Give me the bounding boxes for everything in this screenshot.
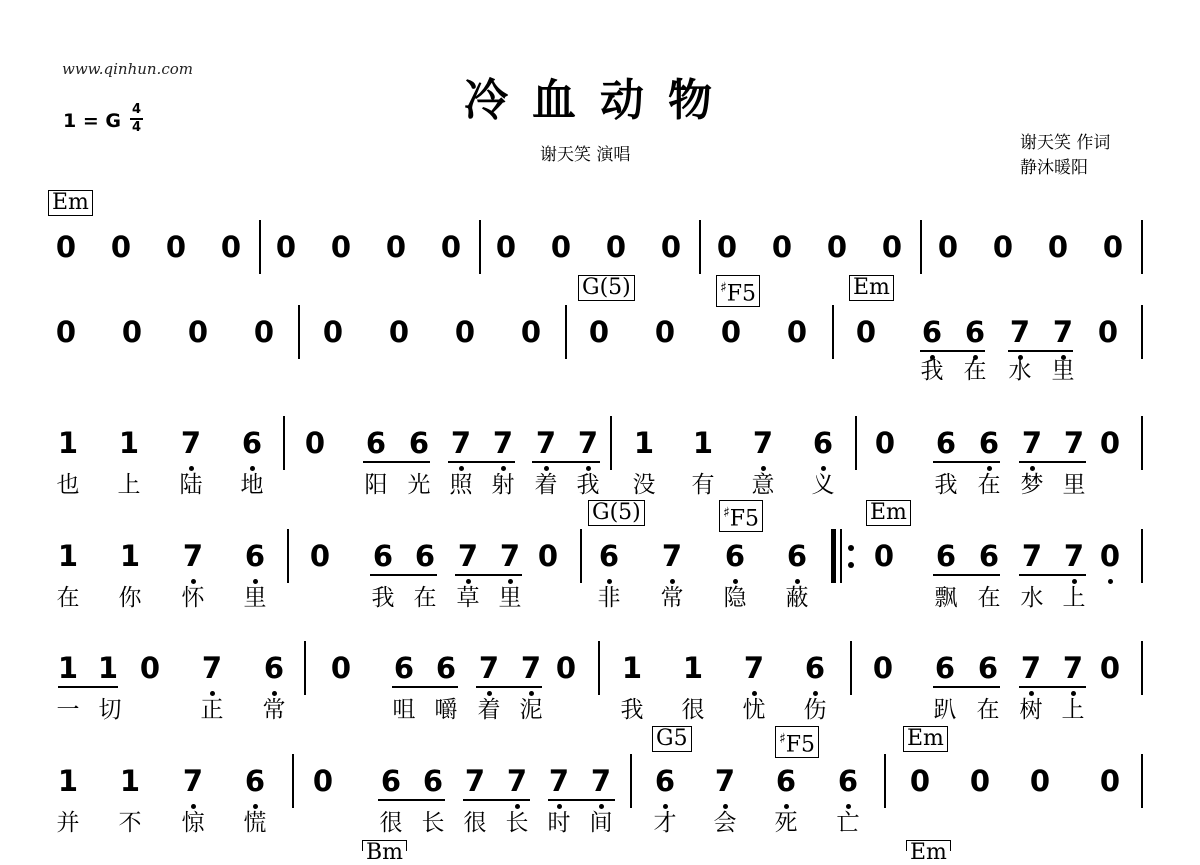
lower-octave-dot — [544, 466, 549, 471]
note-row4-19: 0 — [1099, 539, 1121, 573]
note-row3-14: 6 — [812, 426, 834, 460]
lyric-row3-2: 陆 — [179, 472, 203, 498]
note-row3-20: 0 — [1099, 426, 1121, 460]
note-row6-0: 1 — [57, 764, 79, 798]
eighth-note-beam — [532, 461, 600, 463]
lower-octave-dot — [607, 579, 612, 584]
lower-octave-dot — [821, 466, 826, 471]
note-row2-15: 7 — [1009, 315, 1031, 349]
lyric-row2-2: 水 — [1008, 358, 1032, 384]
eighth-note-beam — [378, 799, 445, 801]
eighth-note-beam — [363, 461, 430, 463]
note-row6-7: 7 — [464, 764, 486, 798]
barline — [298, 305, 300, 359]
note-row1-5: 0 — [330, 230, 352, 264]
lyric-row5-13: 在 — [976, 697, 1000, 723]
note-row2-8: 0 — [588, 315, 610, 349]
lyric-row4-2: 怀 — [181, 585, 205, 611]
note-row5-2: 0 — [139, 651, 161, 685]
note-row4-3: 6 — [244, 539, 266, 573]
barline — [292, 754, 294, 808]
lyric-row3-17: 里 — [1062, 472, 1086, 498]
lyric-row3-11: 有 — [691, 472, 715, 498]
lyric-row5-7: 泥 — [519, 697, 543, 723]
note-row6-16: 0 — [969, 764, 991, 798]
barline — [479, 220, 481, 274]
note-row5-4: 6 — [263, 651, 285, 685]
note-row3-6: 6 — [408, 426, 430, 460]
note-row3-9: 7 — [535, 426, 557, 460]
note-row5-19: 7 — [1062, 651, 1084, 685]
lower-octave-dot — [459, 466, 464, 471]
note-row2-10: 0 — [720, 315, 742, 349]
barline — [304, 641, 306, 695]
lower-octave-dot — [189, 466, 194, 471]
note-row1-3: 0 — [220, 230, 242, 264]
eighth-note-beam — [1019, 574, 1086, 576]
lyric-row5-9: 很 — [681, 697, 705, 723]
lyric-row6-1: 不 — [118, 810, 142, 836]
barline — [920, 220, 922, 274]
note-row5-0: 1 — [57, 651, 79, 685]
lyric-row2-1: 在 — [963, 358, 987, 384]
note-row5-15: 0 — [872, 651, 894, 685]
chord-symbol: G5 — [652, 726, 692, 752]
lower-octave-dot — [784, 804, 789, 809]
chord-symbol: ♯F5 — [716, 275, 760, 307]
note-row5-13: 7 — [743, 651, 765, 685]
lyric-row5-0: 一 — [56, 697, 80, 723]
lower-octave-dot — [846, 804, 851, 809]
chord-symbol: ♯F5 — [719, 500, 763, 532]
lyric-row6-4: 很 — [379, 810, 403, 836]
note-row1-8: 0 — [495, 230, 517, 264]
song-title: 冷血动物 — [464, 75, 736, 126]
note-row6-14: 6 — [837, 764, 859, 798]
lyric-row6-6: 很 — [463, 810, 487, 836]
barline — [1141, 220, 1143, 274]
lyric-row6-13: 亡 — [836, 810, 860, 836]
note-row4-8: 7 — [499, 539, 521, 573]
lower-octave-dot — [529, 691, 534, 696]
lyric-row5-8: 我 — [620, 697, 644, 723]
barline — [565, 305, 567, 359]
note-row5-20: 0 — [1099, 651, 1121, 685]
note-row1-19: 0 — [1102, 230, 1124, 264]
note-row5-8: 7 — [478, 651, 500, 685]
note-row2-16: 7 — [1052, 315, 1074, 349]
lower-octave-dot — [670, 579, 675, 584]
lyric-row3-10: 没 — [632, 472, 656, 498]
lyric-row4-15: 上 — [1062, 585, 1086, 611]
barline — [850, 641, 852, 695]
eighth-note-beam — [920, 350, 985, 352]
note-row5-9: 7 — [520, 651, 542, 685]
lyric-row5-4: 咀 — [392, 697, 416, 723]
lower-octave-dot — [253, 804, 258, 809]
note-row5-12: 1 — [682, 651, 704, 685]
chord-symbol: Em — [906, 840, 951, 851]
note-row4-18: 7 — [1063, 539, 1085, 573]
note-row2-14: 6 — [964, 315, 986, 349]
barline — [259, 220, 261, 274]
eighth-note-beam — [476, 686, 542, 688]
lyric-row3-3: 地 — [240, 472, 264, 498]
chord-symbol: Bm — [362, 840, 407, 851]
note-row3-16: 6 — [935, 426, 957, 460]
note-row2-3: 0 — [253, 315, 275, 349]
note-row3-8: 7 — [492, 426, 514, 460]
eighth-note-beam — [392, 686, 458, 688]
lyric-row3-12: 意 — [751, 472, 775, 498]
note-row1-18: 0 — [1047, 230, 1069, 264]
eighth-note-beam — [933, 686, 1000, 688]
note-row1-11: 0 — [660, 230, 682, 264]
lyric-row3-6: 照 — [449, 472, 473, 498]
note-row3-15: 0 — [874, 426, 896, 460]
note-row4-1: 1 — [119, 539, 141, 573]
lower-octave-dot — [1108, 579, 1113, 584]
lyric-row4-9: 常 — [660, 585, 684, 611]
singer-credit: 谢天笑 演唱 — [540, 145, 631, 165]
lower-octave-dot — [253, 579, 258, 584]
lower-octave-dot — [1072, 579, 1077, 584]
lyric-row4-8: 非 — [597, 585, 621, 611]
note-row4-14: 0 — [873, 539, 895, 573]
lyric-row4-5: 在 — [413, 585, 437, 611]
repeat-dot — [848, 545, 854, 551]
lyric-row3-4: 阳 — [364, 472, 388, 498]
repeat-dot — [848, 562, 854, 568]
lyric-row3-16: 梦 — [1020, 472, 1044, 498]
lyric-row6-11: 会 — [713, 810, 737, 836]
barline — [630, 754, 632, 808]
repeat-thick-bar — [831, 529, 836, 583]
lyric-row4-0: 在 — [56, 585, 80, 611]
note-row2-0: 0 — [55, 315, 77, 349]
note-row4-11: 7 — [661, 539, 683, 573]
chord-symbol: G(5) — [578, 275, 635, 301]
note-row6-9: 7 — [548, 764, 570, 798]
lyric-row5-11: 伤 — [803, 697, 827, 723]
lower-octave-dot — [1029, 691, 1034, 696]
note-row6-12: 7 — [714, 764, 736, 798]
lyric-row4-1: 你 — [118, 585, 142, 611]
lyric-row5-3: 常 — [262, 697, 286, 723]
lyric-row3-9: 我 — [576, 472, 600, 498]
barline — [283, 416, 285, 470]
note-row3-19: 7 — [1063, 426, 1085, 460]
eighth-note-beam — [463, 799, 530, 801]
lower-octave-dot — [501, 466, 506, 471]
eighth-note-beam — [933, 461, 1000, 463]
lower-octave-dot — [250, 466, 255, 471]
time-signature — [130, 103, 143, 135]
repeat-thin-bar — [840, 529, 842, 583]
note-row3-7: 7 — [450, 426, 472, 460]
note-row1-10: 0 — [605, 230, 627, 264]
lyric-row6-8: 时 — [547, 810, 571, 836]
lyric-row4-13: 在 — [977, 585, 1001, 611]
lyric-row5-14: 树 — [1019, 697, 1043, 723]
note-row3-13: 7 — [752, 426, 774, 460]
note-row4-6: 6 — [414, 539, 436, 573]
note-row2-4: 0 — [322, 315, 344, 349]
note-row3-17: 6 — [978, 426, 1000, 460]
note-row6-3: 6 — [244, 764, 266, 798]
lower-octave-dot — [795, 579, 800, 584]
note-row2-11: 0 — [786, 315, 808, 349]
note-row4-13: 6 — [786, 539, 808, 573]
lyric-row3-13: 义 — [811, 472, 835, 498]
eighth-note-beam — [58, 686, 118, 688]
lyric-row3-14: 我 — [934, 472, 958, 498]
chord-symbol: Em — [849, 275, 894, 301]
note-row1-9: 0 — [550, 230, 572, 264]
lower-octave-dot — [987, 466, 992, 471]
note-row5-16: 6 — [934, 651, 956, 685]
lyric-row3-5: 光 — [407, 472, 431, 498]
note-row5-18: 7 — [1020, 651, 1042, 685]
lyric-row5-15: 上 — [1061, 697, 1085, 723]
chord-symbol: ♯F5 — [775, 726, 819, 758]
note-row3-3: 6 — [241, 426, 263, 460]
lyric-row2-3: 里 — [1051, 358, 1075, 384]
lower-octave-dot — [508, 579, 513, 584]
eighth-note-beam — [370, 574, 437, 576]
note-row6-17: 0 — [1029, 764, 1051, 798]
eighth-note-beam — [1019, 686, 1086, 688]
chord-symbol: G(5) — [588, 500, 645, 526]
note-row4-9: 0 — [537, 539, 559, 573]
note-row6-13: 6 — [775, 764, 797, 798]
note-row4-5: 6 — [372, 539, 394, 573]
lyric-row6-7: 长 — [505, 810, 529, 836]
note-row1-7: 0 — [440, 230, 462, 264]
lyric-row4-14: 水 — [1020, 585, 1044, 611]
lower-octave-dot — [813, 691, 818, 696]
barline — [287, 529, 289, 583]
note-row4-4: 0 — [309, 539, 331, 573]
lyric-row6-9: 间 — [589, 810, 613, 836]
lower-octave-dot — [663, 804, 668, 809]
note-row6-1: 1 — [119, 764, 141, 798]
note-row2-1: 0 — [121, 315, 143, 349]
eighth-note-beam — [1008, 350, 1073, 352]
note-row6-5: 6 — [380, 764, 402, 798]
lyric-row5-12: 趴 — [933, 697, 957, 723]
note-row1-13: 0 — [771, 230, 793, 264]
note-row6-6: 6 — [422, 764, 444, 798]
lyric-row4-10: 隐 — [723, 585, 747, 611]
lyric-row5-2: 正 — [200, 697, 224, 723]
lower-octave-dot — [191, 804, 196, 809]
note-row5-11: 1 — [621, 651, 643, 685]
lower-octave-dot — [761, 466, 766, 471]
eighth-note-beam — [933, 574, 1000, 576]
barline — [1141, 641, 1143, 695]
note-row2-5: 0 — [388, 315, 410, 349]
lower-octave-dot — [723, 804, 728, 809]
lyric-row5-5: 嚼 — [434, 697, 458, 723]
note-row1-6: 0 — [385, 230, 407, 264]
eighth-note-beam — [1019, 461, 1086, 463]
note-row1-12: 0 — [716, 230, 738, 264]
note-row6-4: 0 — [312, 764, 334, 798]
barline — [1141, 529, 1143, 583]
note-row5-5: 0 — [330, 651, 352, 685]
key-signature: 1 = G — [63, 110, 121, 132]
lower-octave-dot — [210, 691, 215, 696]
barline — [884, 754, 886, 808]
time-numerator: 4 — [131, 102, 142, 117]
eighth-note-beam — [548, 799, 615, 801]
note-row5-7: 6 — [435, 651, 457, 685]
lower-octave-dot — [191, 579, 196, 584]
lyric-row6-10: 才 — [653, 810, 677, 836]
lyric-row4-4: 我 — [371, 585, 395, 611]
lower-octave-dot — [272, 691, 277, 696]
note-row6-10: 7 — [590, 764, 612, 798]
note-row1-2: 0 — [165, 230, 187, 264]
note-row4-2: 7 — [182, 539, 204, 573]
note-row5-6: 6 — [393, 651, 415, 685]
lyric-row4-7: 里 — [498, 585, 522, 611]
lower-octave-dot — [466, 579, 471, 584]
lower-octave-dot — [1030, 466, 1035, 471]
lower-octave-dot — [487, 691, 492, 696]
note-row5-14: 6 — [804, 651, 826, 685]
lyric-row6-3: 慌 — [243, 810, 267, 836]
note-row3-18: 7 — [1021, 426, 1043, 460]
lyric-row3-0: 也 — [56, 472, 80, 498]
note-row4-7: 7 — [457, 539, 479, 573]
lyric-row5-10: 忧 — [742, 697, 766, 723]
note-row2-17: 0 — [1097, 315, 1119, 349]
barline — [1141, 754, 1143, 808]
note-row4-17: 7 — [1021, 539, 1043, 573]
lower-octave-dot — [752, 691, 757, 696]
note-row2-7: 0 — [520, 315, 542, 349]
lower-octave-dot — [515, 804, 520, 809]
lyric-row6-0: 并 — [56, 810, 80, 836]
note-row2-13: 6 — [921, 315, 943, 349]
barline — [580, 529, 582, 583]
barline — [832, 305, 834, 359]
note-row3-5: 6 — [365, 426, 387, 460]
time-denominator: 4 — [131, 120, 142, 135]
lyric-row5-1: 切 — [98, 697, 122, 723]
lyric-row6-5: 长 — [421, 810, 445, 836]
note-row1-0: 0 — [55, 230, 77, 264]
lyric-row2-0: 我 — [920, 358, 944, 384]
note-row5-1: 1 — [97, 651, 119, 685]
lyric-row3-8: 着 — [534, 472, 558, 498]
note-row5-17: 6 — [977, 651, 999, 685]
chord-symbol: Em — [903, 726, 948, 752]
lower-octave-dot — [586, 466, 591, 471]
lyric-row4-11: 蔽 — [785, 585, 809, 611]
barline — [1141, 416, 1143, 470]
barline — [610, 416, 612, 470]
note-row2-6: 0 — [454, 315, 476, 349]
note-row2-12: 0 — [855, 315, 877, 349]
note-row4-10: 6 — [598, 539, 620, 573]
note-row3-10: 7 — [577, 426, 599, 460]
website-url: www.qinhun.com — [62, 60, 193, 78]
lyric-row3-1: 上 — [117, 472, 141, 498]
chord-symbol: Em — [48, 190, 93, 216]
lyricist-credit: 谢天笑 作词 — [1020, 133, 1111, 153]
note-row1-14: 0 — [826, 230, 848, 264]
lyric-row4-12: 飘 — [934, 585, 958, 611]
eighth-note-beam — [455, 574, 522, 576]
barline — [598, 641, 600, 695]
note-row1-17: 0 — [992, 230, 1014, 264]
note-row3-2: 7 — [180, 426, 202, 460]
lower-octave-dot — [733, 579, 738, 584]
note-row2-2: 0 — [187, 315, 209, 349]
note-row6-8: 7 — [506, 764, 528, 798]
note-row4-15: 6 — [935, 539, 957, 573]
lower-octave-dot — [599, 804, 604, 809]
lyric-row3-7: 射 — [491, 472, 515, 498]
composer-credit: 静沐暖阳 — [1020, 158, 1088, 178]
note-row4-12: 6 — [724, 539, 746, 573]
note-row6-15: 0 — [909, 764, 931, 798]
note-row6-11: 6 — [654, 764, 676, 798]
lyric-row4-6: 草 — [456, 585, 480, 611]
lyric-row3-15: 在 — [977, 472, 1001, 498]
note-row2-9: 0 — [654, 315, 676, 349]
note-row6-2: 7 — [182, 764, 204, 798]
lyric-row6-12: 死 — [774, 810, 798, 836]
note-row1-4: 0 — [275, 230, 297, 264]
note-row4-16: 6 — [978, 539, 1000, 573]
note-row1-15: 0 — [881, 230, 903, 264]
note-row3-4: 0 — [304, 426, 326, 460]
note-row3-1: 1 — [118, 426, 140, 460]
lower-octave-dot — [1071, 691, 1076, 696]
note-row1-16: 0 — [937, 230, 959, 264]
note-row3-12: 1 — [692, 426, 714, 460]
barline — [1141, 305, 1143, 359]
lyric-row4-3: 里 — [243, 585, 267, 611]
note-row4-0: 1 — [57, 539, 79, 573]
chord-symbol: Em — [866, 500, 911, 526]
note-row3-0: 1 — [57, 426, 79, 460]
note-row3-11: 1 — [633, 426, 655, 460]
note-row6-18: 0 — [1099, 764, 1121, 798]
lyric-row5-6: 着 — [477, 697, 501, 723]
note-row5-10: 0 — [555, 651, 577, 685]
note-row5-3: 7 — [201, 651, 223, 685]
lyric-row6-2: 惊 — [181, 810, 205, 836]
lower-octave-dot — [557, 804, 562, 809]
barline — [855, 416, 857, 470]
note-row1-1: 0 — [110, 230, 132, 264]
eighth-note-beam — [448, 461, 515, 463]
barline — [699, 220, 701, 274]
